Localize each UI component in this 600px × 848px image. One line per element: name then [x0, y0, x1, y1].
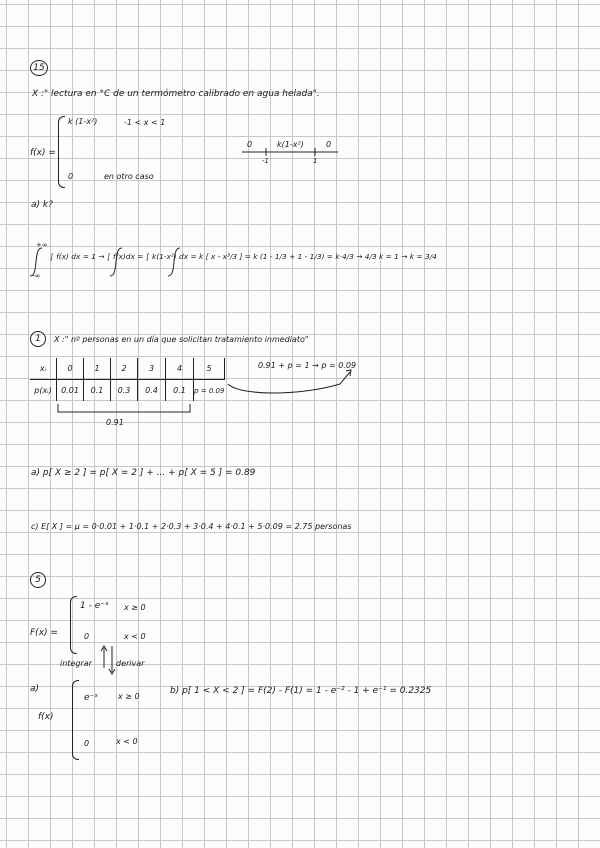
- F-case-1-condition: x ≥ 0: [124, 603, 146, 612]
- problem-number-5: 5: [30, 572, 46, 588]
- f-case-2-condition: x < 0: [116, 737, 138, 746]
- x-value-4: 4: [166, 358, 194, 380]
- F-label: F(x) =: [30, 628, 58, 638]
- piecewise-case-2-condition: en otro caso: [104, 172, 154, 181]
- F-case-2: 0: [84, 632, 90, 641]
- F-case-1: 1 - e⁻ˣ: [80, 601, 109, 611]
- p-value-0: 0.01: [57, 380, 84, 402]
- f-label: f(x) =: [30, 148, 56, 158]
- integral-sign-2: [110, 248, 122, 276]
- problem-5-part-a: a): [30, 684, 40, 694]
- p-value-5: p = 0.09: [194, 380, 225, 402]
- f-density-label: f(x): [38, 712, 54, 722]
- integral-equation: ∫ f(x) dx = 1 → ∫ f(x)dx = ∫ k(1-x²) dx = k [ x - x³/3 ] = k (1 - 1/3 + 1 - 1/3) = k·4/3 → 4/3 k = 1 → k = 3/4: [50, 252, 437, 261]
- x-value-3: 3: [138, 358, 166, 380]
- piecewise-case-1: k (1-x²): [68, 117, 98, 126]
- problem-5-part-b: b) p[ 1 < X < 2 ] = F(2) - F(1) = 1 - e⁻² - 1 + e⁻¹ = 0.2325: [170, 686, 432, 696]
- problem-1-part-a: a) p[ X ≥ 2 ] = p[ X = 2 ] + ... + p[ X = 5 ] = 0.89: [31, 468, 256, 478]
- integral-sign-1: [30, 248, 42, 276]
- axis-tick-right-label: 1: [313, 157, 318, 165]
- integral-upper-limit: +∞: [36, 241, 48, 249]
- curved-arrow-head: [346, 370, 351, 376]
- side-note: 0.91 + p = 1 → p = 0.09: [258, 361, 357, 370]
- curved-arrow: [228, 372, 350, 393]
- piecewise-case-1-condition: -1 < x < 1: [124, 118, 166, 127]
- derivar-label: derivar: [116, 659, 145, 668]
- problem-number-1: 1: [30, 331, 46, 347]
- sum-bracket: [58, 404, 190, 412]
- f-case-1: e⁻ˣ: [84, 693, 99, 703]
- row-label-p: p(xᵢ): [34, 386, 52, 395]
- integral-sign-3: [168, 248, 180, 276]
- x-value-2: 2: [111, 358, 138, 380]
- p-value-2: 0.3: [111, 380, 138, 402]
- piecewise-case-2: 0: [68, 172, 74, 181]
- p-value-4: 0.1: [166, 380, 194, 402]
- row-label-x: xᵢ: [30, 358, 57, 380]
- problem-number-15: 15: [30, 60, 48, 76]
- integral-lower-limit: -∞: [32, 272, 41, 280]
- p-value-1: 0.1: [84, 380, 111, 402]
- part-a-heading: a) k?: [31, 200, 53, 210]
- f-case-2: 0: [84, 739, 90, 748]
- x-value-1: 1: [84, 358, 111, 380]
- axis-zero-left: 0: [247, 140, 253, 149]
- axis-mid-label: k(1-x²): [277, 140, 304, 149]
- problem-15-statement: X :" lectura en °C de un termómetro calibrado en agua helada".: [32, 89, 320, 99]
- x-value-0: 0: [57, 358, 84, 380]
- problem-1-statement: X :" nº personas en un día que solicitan tratamiento inmediato": [54, 335, 309, 344]
- F-case-2-condition: x < 0: [124, 632, 146, 641]
- p-value-3: 0.4: [138, 380, 166, 402]
- x-value-5: 5: [194, 358, 225, 380]
- problem-1-part-c: c) E[ X ] = μ = 0·0.01 + 1·0.1 + 2·0.3 + 3·0.4 + 4·0.1 + 5·0.09 = 2.75 personas: [31, 522, 352, 531]
- axis-zero-right: 0: [326, 140, 332, 149]
- integrar-label: integrar: [60, 659, 92, 668]
- f-case-1-condition: x ≥ 0: [118, 692, 140, 701]
- axis-tick-left-label: -1: [262, 157, 269, 165]
- sum-label: 0.91: [106, 418, 124, 427]
